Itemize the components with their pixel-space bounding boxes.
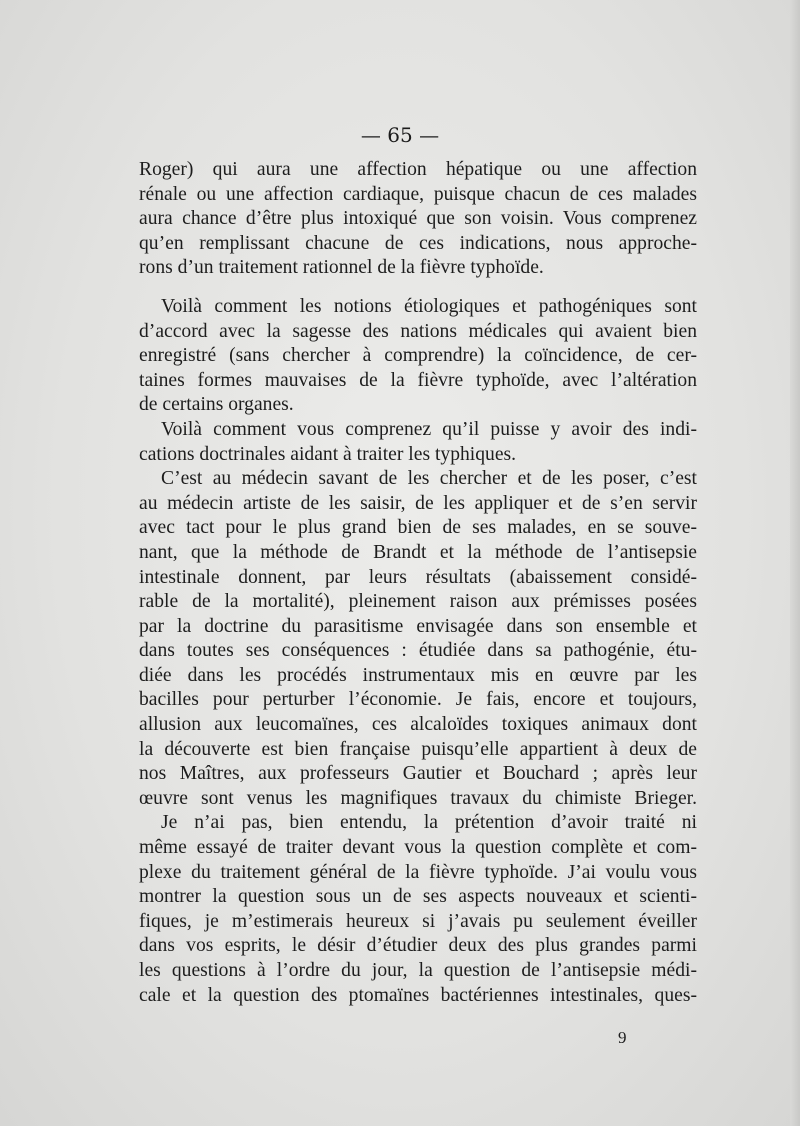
text-line: rons d’un traitement rationnel de la fièvre typhoïde. bbox=[139, 257, 544, 279]
text-line: cale et la question des ptomaïnes bactériennes intestinales, ques- bbox=[139, 984, 697, 1006]
text-line: au médecin artiste de les saisir, de les appliquer et de s’en servir bbox=[139, 492, 697, 514]
text-line: C’est au médecin savant de les chercher et de les poser, c’est bbox=[161, 468, 697, 490]
text-line: montrer la question sous un de ses aspects nouveaux et scienti- bbox=[139, 886, 697, 908]
text-line: nos Maîtres, aux professeurs Gautier et Bouchard ; après leur bbox=[139, 763, 697, 785]
text-line: d’accord avec la sagesse des nations médicales qui avaient bien bbox=[139, 320, 697, 342]
page-number: — 65 — bbox=[360, 123, 440, 147]
text-line: les questions à l’ordre du jour, la question de l’antisepsie médi- bbox=[139, 960, 697, 981]
text-line: avec tact pour le plus grand bien de ses malades, en se souve- bbox=[139, 517, 697, 539]
text-line: diée dans les procédés instrumentaux mis en œuvre par les bbox=[139, 664, 697, 686]
text-line: fiques, je m’estimerais heureux si j’avais pu seulement éveiller bbox=[139, 910, 697, 932]
text-line: allusion aux leucomaïnes, ces alcaloïdes toxiques animaux dont bbox=[139, 714, 697, 736]
text-line: enregistré (sans chercher à comprendre) la coïncidence, de cer- bbox=[139, 345, 697, 367]
text-line: taines formes mauvaises de la fièvre typhoïde, avec l’altération bbox=[139, 369, 697, 391]
text-line: même essayé de traiter devant vous la question complète et com- bbox=[139, 837, 697, 859]
page-edge bbox=[790, 0, 800, 1126]
text-line: œuvre sont venus les magnifiques travaux du chimiste Brieger. bbox=[139, 787, 697, 809]
text-line: dans toutes ses conséquences : étudiée dans sa pathogénie, étu- bbox=[139, 640, 697, 662]
text-line: dans vos esprits, le désir d’étudier deux des plus grandes parmi bbox=[139, 935, 697, 957]
text-line: par la doctrine du parasitisme envisagée dans son ensemble et bbox=[139, 615, 697, 637]
body-text bbox=[139, 158, 697, 1008]
text-line: plexe du traitement général de la fièvre typhoïde. J’ai voulu vous bbox=[139, 861, 697, 883]
text-line: Je n’ai pas, bien entendu, la prétention d’avoir traité ni bbox=[161, 812, 697, 834]
text-line: Voilà comment vous comprenez qu’il puisse y avoir des indi- bbox=[161, 418, 697, 440]
text-line: de certains organes. bbox=[139, 394, 294, 416]
text-line: rable de la mortalité), pleinement raison aux prémisses posées bbox=[139, 591, 697, 613]
text-line: rénale ou une affection cardiaque, puisque chacun de ces malades bbox=[139, 183, 697, 205]
text-line: Roger) qui aura une affection hépatique ou une affection bbox=[139, 159, 697, 180]
text-line: la découverte est bien française puisqu’elle appartient à deux de bbox=[139, 738, 697, 760]
text-line: cations doctrinales aidant à traiter les typhiques. bbox=[139, 443, 517, 465]
text-line: bacilles pour perturber l’économie. Je fais, encore et toujours, bbox=[139, 689, 697, 711]
text-line: intestinale donnent, par leurs résultats (abaissement considé- bbox=[139, 566, 697, 588]
text-line: aura chance d’être plus intoxiqué que son voisin. Vous comprenez bbox=[139, 208, 697, 230]
text-line: nant, que la méthode de Brandt et la méthode de l’antisepsie bbox=[139, 541, 697, 563]
signature-mark: 9 bbox=[618, 1028, 627, 1047]
text-line: qu’en remplissant chacune de ces indications, nous approche- bbox=[139, 232, 697, 254]
text-line: Voilà comment les notions étiologiques et pathogéniques sont bbox=[161, 295, 697, 317]
